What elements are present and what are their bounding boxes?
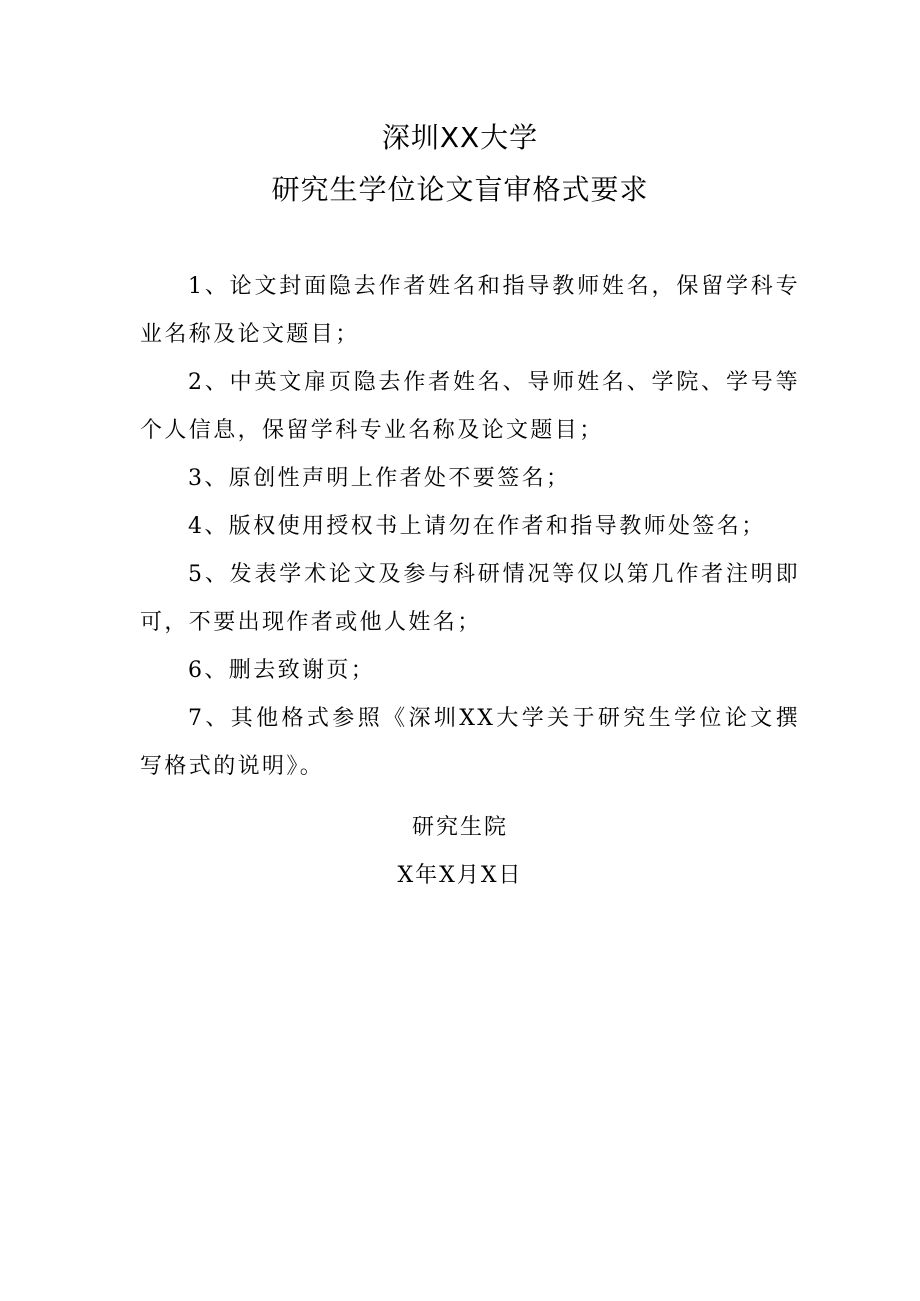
requirement-item-2: 2、中英文扉页隐去作者姓名、导师姓名、学院、学号等个人信息，保留学科专业名称及论文题目； (140, 370, 800, 443)
requirement-item-1: 1、论文封面隐去作者姓名和指导教师姓名，保留学科专业名称及论文题目； (140, 274, 800, 347)
requirements-list (140, 263, 800, 791)
issue-date: X年X月X日 (397, 863, 523, 888)
title-block (0, 112, 920, 216)
requirement-item-6: 6、删去致谢页； (188, 658, 376, 683)
requirement-item-7: 7、其他格式参照《深圳XX大学关于研究生学位论文撰写格式的说明》。 (140, 706, 800, 779)
document-title: 研究生学位论文盲审格式要求 (271, 173, 649, 206)
university-title: 深圳XX大学 (381, 121, 539, 154)
requirement-item-4: 4、版权使用授权书上请勿在作者和指导教师处签名； (188, 514, 766, 539)
issuer-name: 研究生院 (411, 815, 508, 840)
requirement-item-3: 3、原创性声明上作者处不要签名； (188, 466, 571, 491)
requirement-item-5: 5、发表学术论文及参与科研情况等仅以第几作者注明即可，不要出现作者或他人姓名； (140, 562, 800, 635)
signature-block (0, 804, 920, 900)
